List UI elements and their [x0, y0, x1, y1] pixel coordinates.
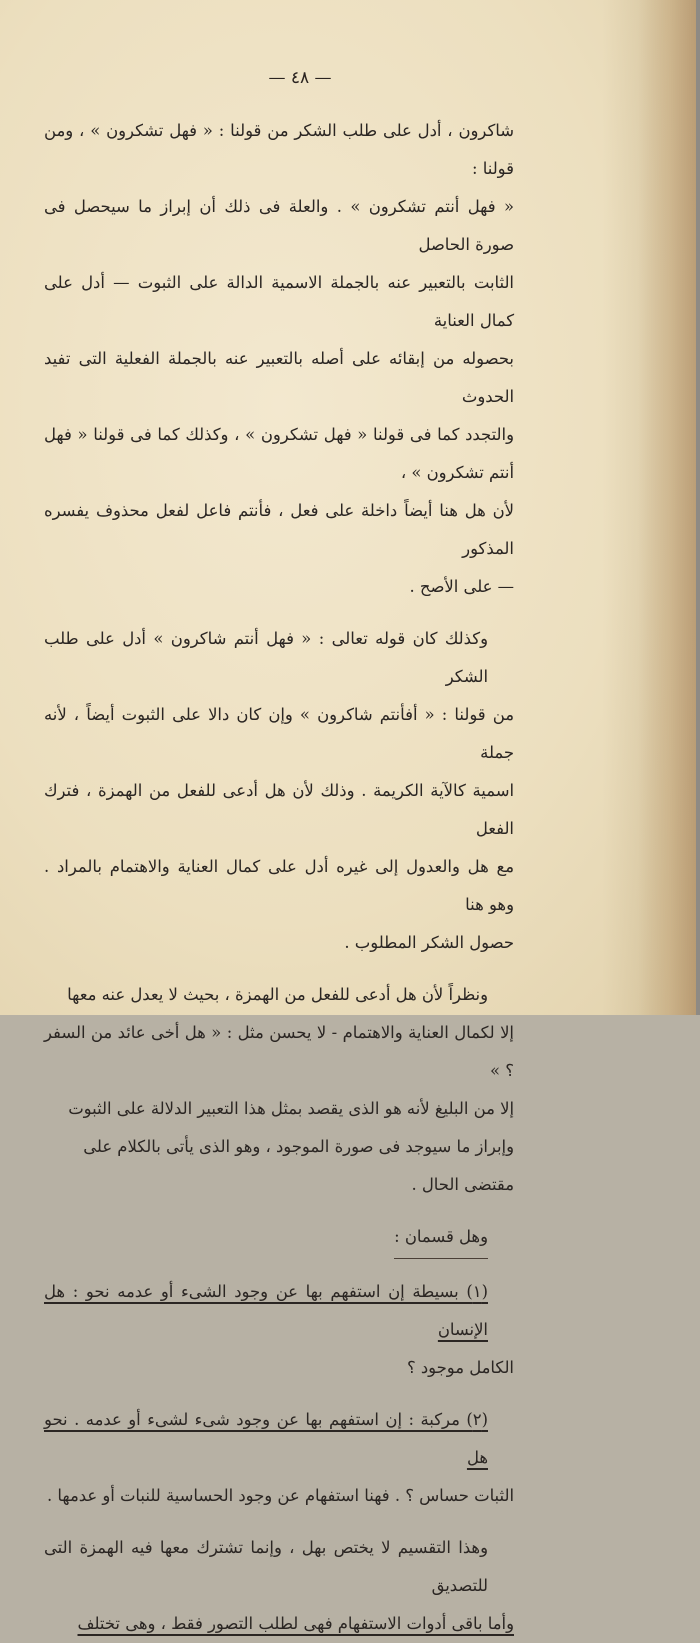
text-line: وأما باقى أدوات الاستفهام فهى لطلب التصور فقط ، وهى تختلف: [77, 1614, 514, 1633]
text-line: وإبراز ما سيوجد فى صورة الموجود ، وهو الذى يأتى بالكلام على: [83, 1137, 514, 1156]
text-line: وكذلك كان قوله تعالى : « فهل أنتم شاكرون » أدل على طلب الشكر: [44, 629, 488, 686]
text-line: شاكرون ، أدل على طلب الشكر من قولنا : « فهل تشكرون » ، ومن قولنا :: [44, 121, 514, 178]
text-line: لأن هل هنا أيضاً داخلة على فعل ، فأنتم فاعل لفعل محذوف يفسره المذكور: [44, 501, 514, 558]
text-line: الثابت بالتعبير عنه بالجملة الاسمية الدالة على الثبوت — أدل على كمال العناية: [44, 273, 514, 330]
text-line: مع هل والعدول إلى غيره أدل على كمال العناية والاهتمام بالمراد . وهو هنا: [44, 857, 514, 914]
text-line: (٢) مركبة : إن استفهم بها عن وجود شىء لشىء أو عدمه . نحو هل: [44, 1410, 488, 1467]
text-line: الثبات حساس ؟ . فهنا استفهام عن وجود الحساسية للنبات أو عدمها .: [46, 1486, 514, 1505]
text-line: (١) بسيطة إن استفهم بها عن وجود الشىء أو عدمه نحو : هل الإنسان: [44, 1282, 488, 1339]
list-item: [44, 1401, 514, 1515]
page-spine: [696, 0, 700, 1015]
text-line: إلا من البليغ لأنه هو الذى يقصد بمثل هذا التعبير الدلالة على الثبوت: [68, 1099, 514, 1118]
page-number: — ٤٨ —: [268, 68, 332, 88]
paragraph: [44, 112, 514, 606]
text-line: وهذا التقسيم لا يختص بهل ، وإنما تشترك معها فيه الهمزة التى للتصديق: [44, 1538, 488, 1595]
text-line: بحصوله من إبقائه على أصله بالتعبير عنه بالجملة الفعلية التى تفيد الحدوث: [44, 349, 514, 406]
paragraph: [44, 620, 514, 962]
paragraph: [44, 976, 514, 1204]
text-line: إلا لكمال العناية والاهتمام - لا يحسن مثل : « هل أخى عائد من السفر ؟ »: [44, 1023, 514, 1080]
text-line: — على الأصح .: [409, 577, 514, 596]
heading-text: وهل قسمان :: [394, 1218, 488, 1259]
page-edge-shadow: [638, 0, 700, 1015]
text-line: من قولنا : « أفأنتم شاكرون » وإن كان دالا على الثبوت أيضاً ، لأنه جملة: [44, 705, 514, 762]
text-line: ونظراً لأن هل أدعى للفعل من الهمزة ، بحيث لا يعدل عنه معها: [67, 985, 488, 1004]
text-line: الكامل موجود ؟: [406, 1358, 514, 1377]
text-line: مقتضى الحال .: [411, 1175, 514, 1194]
text-line: والتجدد كما فى قولنا « فهل تشكرون » ، وكذلك كما فى قولنا « فهل أنتم تشكرون » ،: [44, 425, 514, 482]
text-line: حصول الشكر المطلوب .: [344, 933, 514, 952]
list-item: [44, 1273, 514, 1387]
paragraph: [44, 1529, 514, 1643]
section-heading: [44, 1218, 514, 1259]
text-line: « فهل أنتم تشكرون » . والعلة فى ذلك أن إبراز ما سيحصل فى صورة الحاصل: [44, 197, 514, 254]
page-body: [44, 112, 514, 1643]
text-line: اسمية كالآية الكريمة . وذلك لأن هل أدعى للفعل من الهمزة ، فترك الفعل: [44, 781, 514, 838]
